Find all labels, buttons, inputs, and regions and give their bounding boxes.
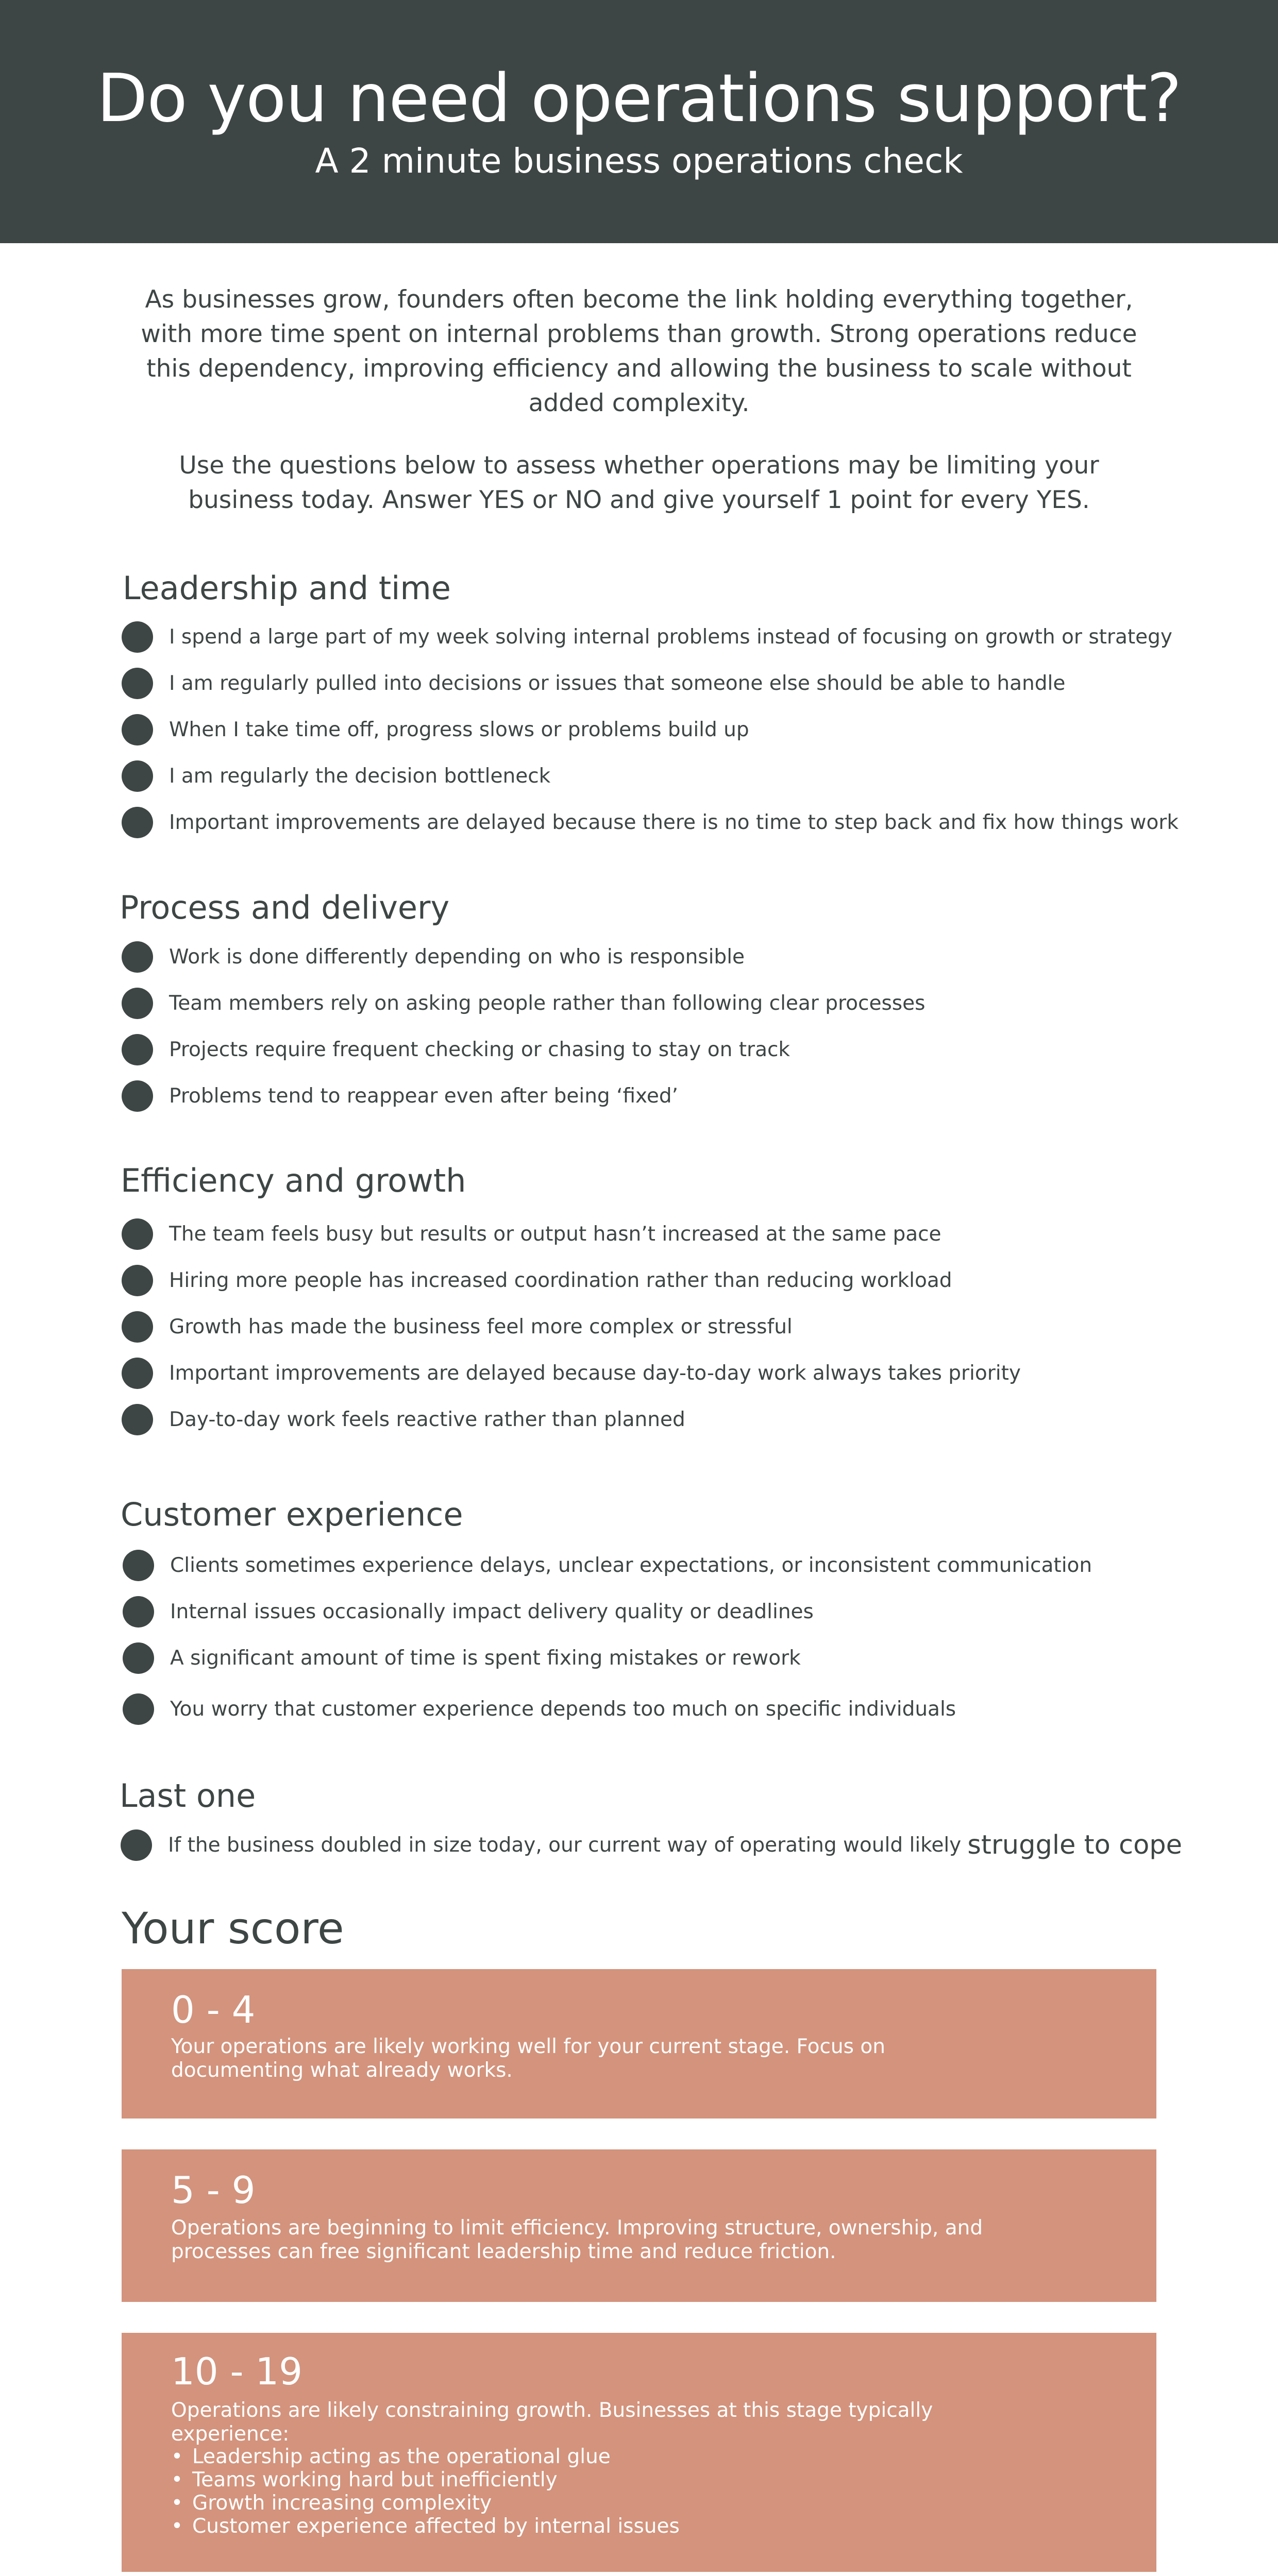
- checkbox-circle[interactable]: [122, 1034, 153, 1065]
- score-range: 10 - 19: [171, 2350, 302, 2393]
- question-text: Internal issues occasionally impact delivery quality or deadlines: [170, 1600, 814, 1623]
- section-title-leadership: Leadership and time: [123, 569, 451, 607]
- question-text: I am regularly the decision bottleneck: [169, 764, 551, 788]
- page-subtitle: A 2 minute business operations check: [315, 141, 963, 181]
- checklist-item[interactable]: [121, 1827, 1182, 1863]
- score-description: Your operations are likely working well for your current stage. Focus on documenting what already works.: [171, 2035, 885, 2082]
- question-text: I am regularly pulled into decisions or issues that someone else should be able to handle: [169, 671, 1066, 695]
- question-text: Work is done differently depending on who is responsible: [169, 945, 745, 969]
- checklist-item[interactable]: [122, 665, 1065, 701]
- checkbox-circle[interactable]: [123, 1642, 154, 1674]
- checkbox-circle[interactable]: [122, 1265, 153, 1296]
- checklist-item[interactable]: [123, 1547, 1092, 1583]
- checkbox-circle[interactable]: [123, 1596, 154, 1628]
- checkbox-circle[interactable]: [123, 1693, 154, 1725]
- checkbox-circle[interactable]: [122, 621, 153, 653]
- checklist-item[interactable]: [123, 1691, 956, 1727]
- intro-paragraph: As businesses grow, founders often become the link holding everything together, with more time spent on internal problems than growth. Strong operations reduce this dependency, improving efficiency and allowing the business to scale without added complexity.: [141, 285, 1137, 417]
- score-title: Your score: [122, 1903, 344, 1954]
- checklist-item[interactable]: [122, 711, 749, 748]
- checklist-item[interactable]: [122, 1216, 941, 1252]
- question-text: If the business doubled in size today, our current way of operating would likely: [168, 1833, 962, 1857]
- score-range: 0 - 4: [171, 1988, 256, 2031]
- checklist-item[interactable]: [122, 1262, 952, 1298]
- checkbox-circle[interactable]: [122, 988, 153, 1019]
- score-bullet: • Teams working hard but inefficiently: [171, 2468, 680, 2492]
- section-title-efficiency: Efficiency and growth: [121, 1162, 466, 1199]
- question-text: Day-to-day work feels reactive rather than planned: [169, 1408, 685, 1431]
- question-text: Problems tend to reappear even after being ‘fixed’: [169, 1084, 679, 1108]
- checkbox-circle[interactable]: [122, 941, 153, 973]
- checkbox-circle[interactable]: [122, 1218, 153, 1250]
- score-band-card: [122, 2333, 1156, 2572]
- header-banner: [0, 0, 1278, 243]
- checkbox-circle[interactable]: [121, 1829, 152, 1861]
- checklist-item[interactable]: [122, 985, 925, 1021]
- score-range: 5 - 9: [171, 2168, 256, 2212]
- question-text: Important improvements are delayed because day-to-day work always takes priority: [169, 1361, 1021, 1385]
- question-text: Important improvements are delayed because there is no time to step back and fix how things work: [169, 810, 1179, 834]
- section-title-customer: Customer experience: [121, 1496, 463, 1533]
- checklist-item[interactable]: [122, 1078, 678, 1114]
- score-bullet: • Leadership acting as the operational glue: [171, 2445, 680, 2468]
- checkbox-circle[interactable]: [122, 1358, 153, 1389]
- score-band-card: [122, 1969, 1156, 2119]
- checkbox-circle[interactable]: [122, 668, 153, 699]
- instructions-paragraph: Use the questions below to assess whether operations may be limiting your business today. Answer YES or NO and give yourself 1 point for every YES.: [179, 451, 1099, 514]
- score-bullet: • Customer experience affected by internal issues: [171, 2515, 680, 2538]
- question-text: When I take time off, progress slows or problems build up: [169, 718, 749, 741]
- checkbox-circle[interactable]: [122, 1404, 153, 1435]
- question-text: Team members rely on asking people rather than following clear processes: [169, 991, 926, 1015]
- checkbox-circle[interactable]: [122, 714, 153, 745]
- checklist-item[interactable]: [122, 804, 1179, 840]
- checklist-item[interactable]: [122, 1401, 685, 1437]
- score-description: Operations are beginning to limit efficiency. Improving structure, ownership, and processes can free significant leadership time and reduce friction.: [171, 2216, 983, 2263]
- question-text: Projects require frequent checking or chasing to stay on track: [169, 1038, 791, 1061]
- score-bullet-list: [171, 2445, 680, 2538]
- checkbox-circle[interactable]: [122, 807, 153, 838]
- checklist-item[interactable]: [123, 1640, 801, 1676]
- checkbox-circle[interactable]: [122, 760, 153, 792]
- question-text: Clients sometimes experience delays, unclear expectations, or inconsistent communication: [170, 1553, 1092, 1577]
- question-emphasis: struggle to cope: [967, 1829, 1183, 1860]
- question-text: You worry that customer experience depends too much on specific individuals: [170, 1697, 956, 1721]
- question-text: A significant amount of time is spent fixing mistakes or rework: [170, 1646, 801, 1670]
- checkbox-circle[interactable]: [123, 1550, 154, 1581]
- score-band-card: [122, 2149, 1156, 2302]
- checklist-item[interactable]: [122, 1031, 790, 1067]
- score-bullet: • Growth increasing complexity: [171, 2492, 680, 2515]
- question-text: The team feels busy but results or output hasn’t increased at the same pace: [169, 1222, 941, 1246]
- checklist-item[interactable]: [122, 939, 745, 975]
- page-title: Do you need operations support?: [96, 60, 1182, 137]
- checklist-item[interactable]: [122, 1355, 1021, 1391]
- score-description: Operations are likely constraining growth. Businesses at this stage typically experience:: [171, 2399, 933, 2446]
- checklist-item[interactable]: [122, 619, 1172, 655]
- checklist-item[interactable]: [123, 1594, 814, 1630]
- section-title-last: Last one: [120, 1777, 256, 1815]
- question-text: I spend a large part of my week solving internal problems instead of focusing on growth or strategy: [169, 625, 1172, 649]
- question-text: Hiring more people has increased coordination rather than reducing workload: [169, 1268, 952, 1292]
- checkbox-circle[interactable]: [122, 1311, 153, 1343]
- checkbox-circle[interactable]: [122, 1080, 153, 1112]
- checklist-item[interactable]: [122, 1309, 793, 1345]
- checklist-item[interactable]: [122, 758, 550, 794]
- section-title-process: Process and delivery: [120, 889, 450, 926]
- question-text: Growth has made the business feel more complex or stressful: [169, 1315, 793, 1338]
